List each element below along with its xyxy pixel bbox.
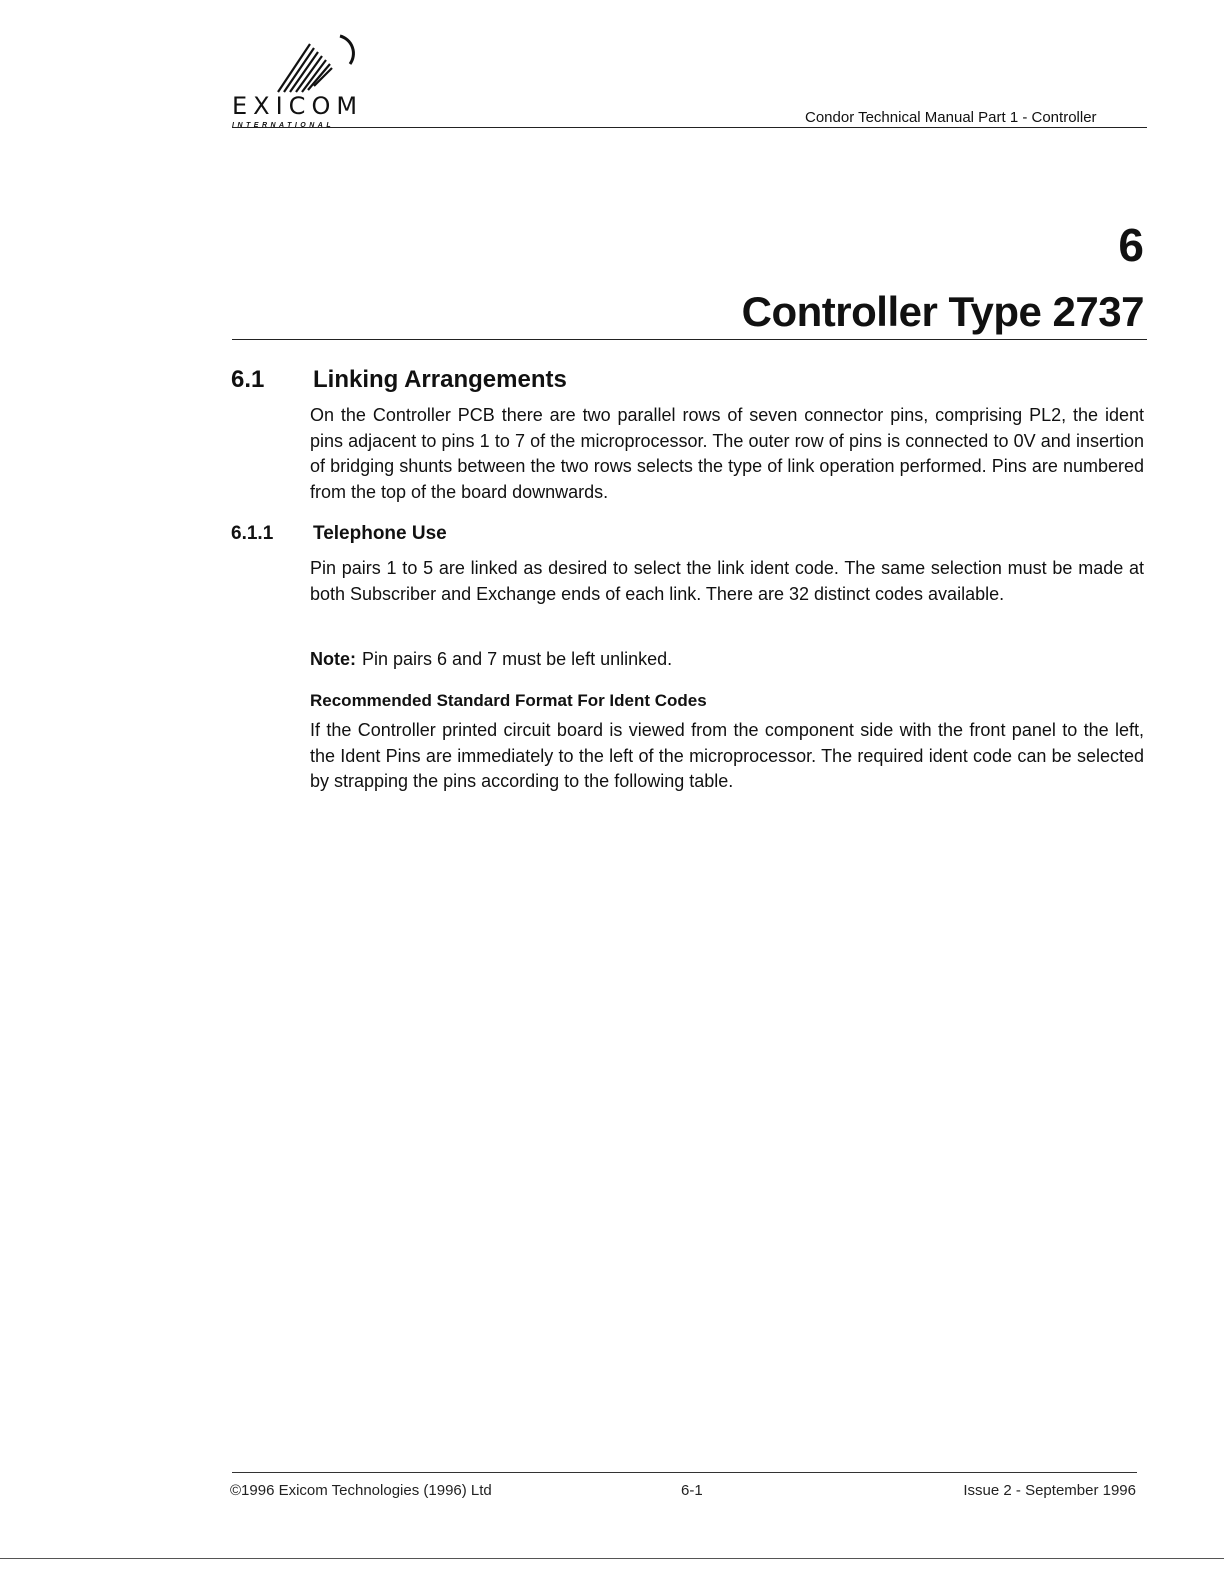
running-head: Condor Technical Manual Part 1 - Controller	[805, 109, 1097, 126]
title-rule	[232, 339, 1147, 340]
logo-subtitle: INTERNATIONAL	[232, 122, 335, 129]
logo-mark-icon	[270, 30, 360, 96]
note-text: Pin pairs 6 and 7 must be left unlinked.	[362, 649, 673, 669]
logo-wordmark: EXICOM	[232, 92, 364, 120]
ident-codes-body: If the Controller printed circuit board is viewed from the component side with the front panel to the left, the Ident Pins are immediately to the left of the microprocessor. The required ident code can be selected by strapping the pins according to the following table.	[310, 720, 1144, 791]
page-bottom-rule	[0, 1558, 1224, 1559]
subsection-title: Telephone Use	[313, 523, 447, 544]
subsection-number: 6.1.1	[231, 523, 274, 544]
chapter-title: Controller Type 2737	[741, 288, 1144, 335]
exicom-logo	[232, 30, 392, 130]
section-number: 6.1	[231, 366, 265, 393]
subsection-body: Pin pairs 1 to 5 are linked as desired to select the link ident code. The same selection must be made at both Subscriber and Exchange ends of each link. There are 32 distinct codes available.	[310, 558, 1144, 604]
note	[310, 649, 672, 670]
footer-page-number: 6-1	[681, 1482, 703, 1499]
header-rule	[232, 127, 1147, 128]
note-label: Note:	[310, 649, 356, 669]
footer-copyright: ©1996 Exicom Technologies (1996) Ltd	[230, 1482, 492, 1499]
chapter-number: 6	[1118, 219, 1144, 271]
footer-issue: Issue 2 - September 1996	[963, 1482, 1136, 1499]
ident-codes-heading: Recommended Standard Format For Ident Codes	[310, 691, 707, 710]
section-title: Linking Arrangements	[313, 366, 567, 393]
section-body: On the Controller PCB there are two parallel rows of seven connector pins, comprising PL2, the ident pins adjacent to pins 1 to 7 of the microprocessor. The outer row of pins is connected to 0V and insertion of bridging shunts between the two rows selects the type of link operation performed. Pins are numbered from the top of the board downwards.	[310, 405, 1144, 502]
footer-rule	[232, 1472, 1137, 1473]
